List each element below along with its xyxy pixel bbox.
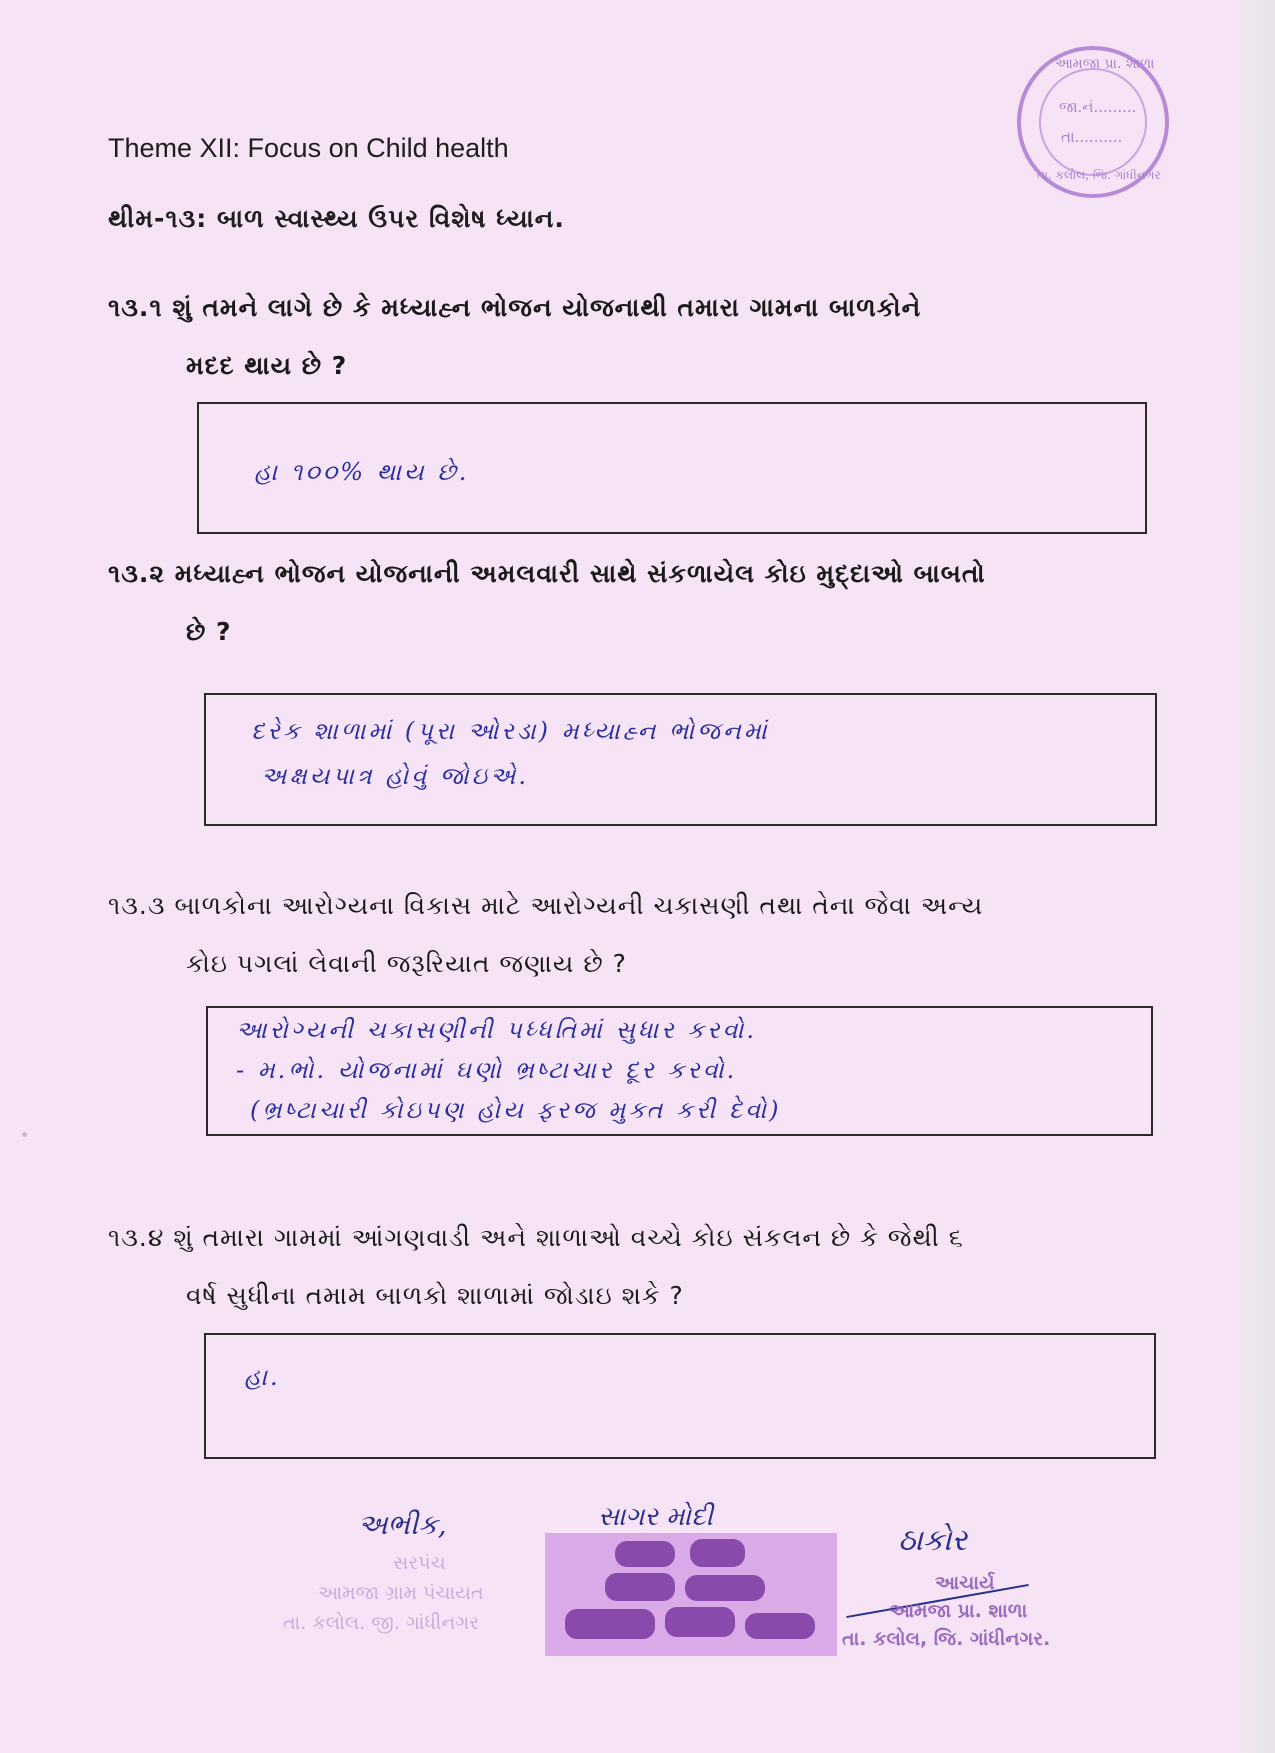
answer-box-13-1 [197,402,1147,534]
question-text: શું તમારા ગામમાં આંગણવાડી અને શાળાઓ વચ્ચે કોઇ સંકલન છે કે જેથી ૬ [173,1223,964,1252]
question-text: શું તમને લાગે છે કે મધ્યાહ્ન ભોજન યોજનાથી તમારા ગામના બાળકોને [172,293,922,322]
scan-speck [22,1132,27,1137]
sarpanch-seal-office: આમજા ગ્રામ પંચાયત [318,1582,484,1604]
answer-box-13-4 [204,1333,1156,1459]
principal-seal-address: તા. કલોલ, જિ. ગાંધીનગર. [842,1628,1051,1650]
question-13-4 [108,1209,1098,1325]
question-text-continued: કોઇ પગલાં લેવાની જરૂરિયાત જણાય છે ? [186,949,627,978]
question-text: મધ્યાહ્ન ભોજન યોજનાની અમલવારી સાથે સંકળાયેલ કોઇ મુદ્દાઓ બાબતો [174,559,986,588]
theme-title-english: Theme XII: Focus on Child health [108,133,509,163]
stamp-address: તા. કલોલ, જિ. ગાંધીનગર [1037,168,1161,182]
redacted-stamp [545,1533,837,1656]
question-text-continued: છે ? [186,617,232,646]
stamp-number-line: જા.નં......... [1059,98,1137,116]
answer-line: - મ.ભો. યોજનામાં ઘણો ભ્રષ્ટાચાર દૂર કરવો. [236,1056,738,1084]
page-edge [1240,0,1275,1753]
answer-line: હા. [244,1363,281,1391]
answer-line: આરોગ્યની ચકાસણીની પધ્ધતિમાં સુધાર કરવો. [236,1016,758,1044]
question-13-1 [108,279,1098,395]
question-number: ૧૩.૧ [108,293,163,322]
school-round-stamp [1017,46,1169,198]
answer-line: દરેક શાળામાં (પૂરા ઓરડા) મધ્યાહ્ન ભોજનમાં [251,717,770,745]
answer-box-13-3 [206,1006,1153,1136]
stamp-date-line: તા.......... [1061,128,1123,146]
middle-signature: સાગર મોદી [598,1502,713,1532]
principal-signature: ઠાકોર [898,1523,967,1558]
sarpanch-seal-address: તા. કલોલ. જી. ગાંધીનગર [283,1612,480,1634]
question-number: ૧૩.૩ [108,891,166,920]
answer-box-13-2 [204,693,1157,826]
question-text-continued: મદદ થાય છે ? [186,351,348,380]
answer-line: હા ૧૦૦% થાય છે. [254,458,470,486]
stamp-school-name: આમજા પ્રા. શાળા [1055,56,1155,72]
question-text-continued: વર્ષ સુધીના તમામ બાળકો શાળામાં જોડાઇ શકે ? [186,1281,684,1310]
answer-line: (ભ્રષ્ટાચારી કોઇપણ હોય ફરજ મુક્ત કરી દેવો) [250,1096,782,1124]
theme-title-gujarati: થીમ-૧૩: બાળ સ્વાસ્થ્ય ઉપર વિશેષ ધ્યાન. [108,204,565,233]
question-13-2 [108,545,1098,661]
principal-seal-title: આચાર્ય [935,1572,995,1594]
sarpanch-signature: અભીક, [358,1508,447,1541]
answer-line: અક્ષયપાત્ર હોવું જોઇએ. [261,762,529,790]
stamp-inner-ring [1039,68,1147,176]
principal-seal-office: આમજા પ્રા. શાળા [890,1600,1028,1622]
question-number: ૧૩.૨ [108,559,166,588]
question-text: બાળકોના આરોગ્યના વિકાસ માટે આરોગ્યની ચકાસણી તથા તેના જેવા અન્ય [174,891,984,920]
question-number: ૧૩.૪ [108,1223,165,1252]
sarpanch-seal-title: સરપંચ [393,1552,446,1574]
question-13-3 [108,877,1098,993]
